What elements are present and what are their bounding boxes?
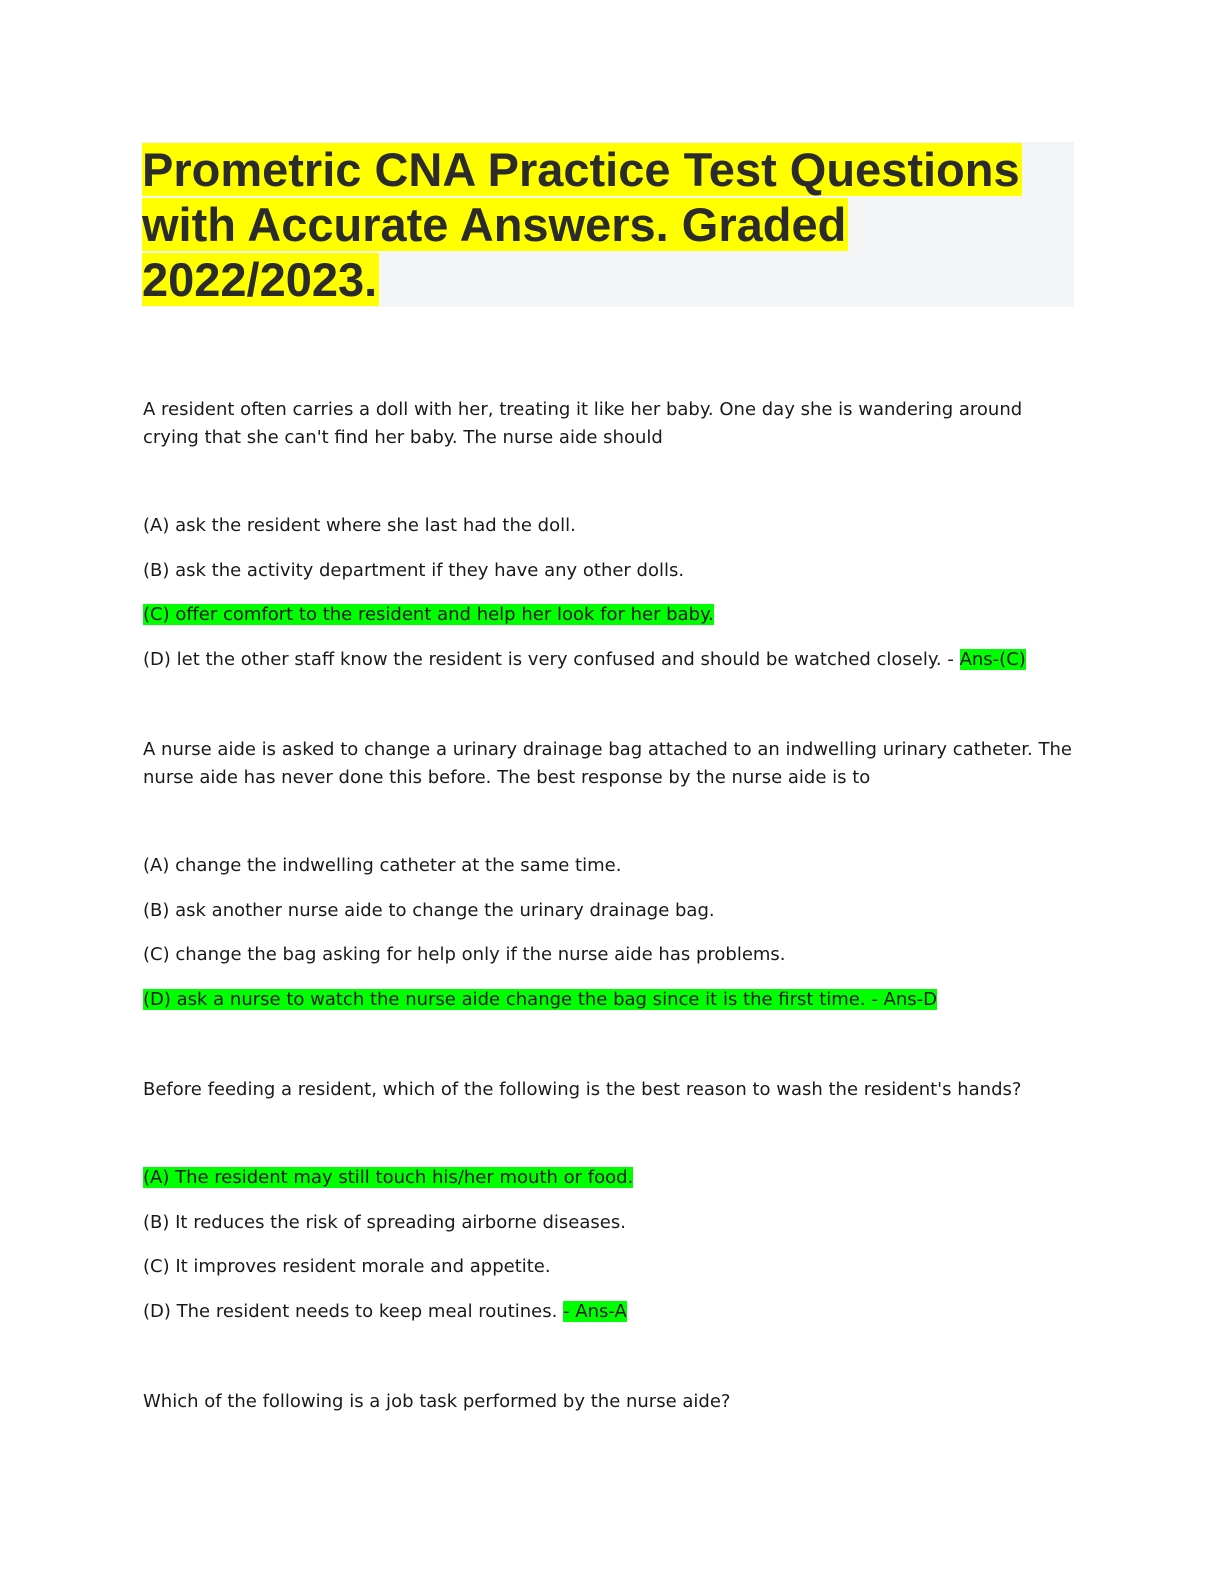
option-text: (A) change the indwelling catheter at the same time.: [143, 855, 622, 876]
option: [143, 557, 1083, 602]
option-correct: [143, 986, 1083, 1031]
answer-tag: - Ans-A: [563, 1300, 627, 1322]
document-body: [143, 396, 1083, 1432]
question-block: [143, 1388, 1083, 1416]
option: [143, 512, 1083, 557]
option: [143, 852, 1083, 897]
title-panel: [142, 142, 1074, 307]
option: [143, 646, 1083, 691]
document-title: [142, 142, 1074, 307]
option-text: (D) let the other staff know the resident is very confused and should be watched closely. -: [143, 648, 960, 670]
option: [143, 1209, 1083, 1254]
question-text: A nurse aide is asked to change a urinary drainage bag attached to an indwelling urinary catheter. The nurse aide has never done this before. The best response by the nurse aide is to: [143, 739, 1072, 788]
option-text: (B) ask the activity department if they have any other dolls.: [143, 559, 685, 581]
title-line: Prometric CNA Practice Test Questions: [142, 143, 1020, 196]
option-text-highlighted: (A) The resident may still touch his/her mouth or food.: [143, 1167, 634, 1188]
question-block: [143, 736, 1083, 1030]
option: [143, 1298, 1083, 1343]
option: [143, 897, 1083, 942]
option-text-highlighted: (C) offer comfort to the resident and help her look for her baby.: [143, 604, 714, 625]
question-text: Before feeding a resident, which of the following is the best reason to wash the resident's hands?: [143, 1079, 1022, 1100]
option: [143, 941, 1083, 986]
question-block: [143, 396, 1083, 690]
option-list: [143, 1164, 1083, 1342]
option-text-highlighted: (D) ask a nurse to watch the nurse aide change the bag since it is the first time. - Ans-D: [143, 988, 937, 1010]
title-line: with Accurate Answers. Graded: [142, 198, 847, 251]
option: [143, 1253, 1083, 1298]
option-text: (B) It reduces the risk of spreading airborne diseases.: [143, 1211, 626, 1233]
option-list: [143, 852, 1083, 1030]
option-list: [143, 512, 1083, 690]
option-text: (C) change the bag asking for help only if the nurse aide has problems.: [143, 944, 786, 965]
option-text: (A) ask the resident where she last had the doll.: [143, 515, 576, 536]
question-text: A resident often carries a doll with her, treating it like her baby. One day she is wandering around crying that she can't find her baby. The nurse aide should: [143, 399, 1023, 448]
question-block: [143, 1076, 1083, 1342]
option-correct: [143, 601, 1083, 646]
option-correct: [143, 1164, 1083, 1209]
option-text: (C) It improves resident morale and appetite.: [143, 1256, 551, 1277]
question-text: Which of the following is a job task performed by the nurse aide?: [143, 1391, 731, 1412]
option-text: (D) The resident needs to keep meal routines.: [143, 1300, 564, 1322]
option-text: (B) ask another nurse aide to change the urinary drainage bag.: [143, 899, 715, 921]
title-line: 2022/2023.: [142, 253, 378, 306]
answer-tag: Ans-(C): [959, 648, 1026, 670]
